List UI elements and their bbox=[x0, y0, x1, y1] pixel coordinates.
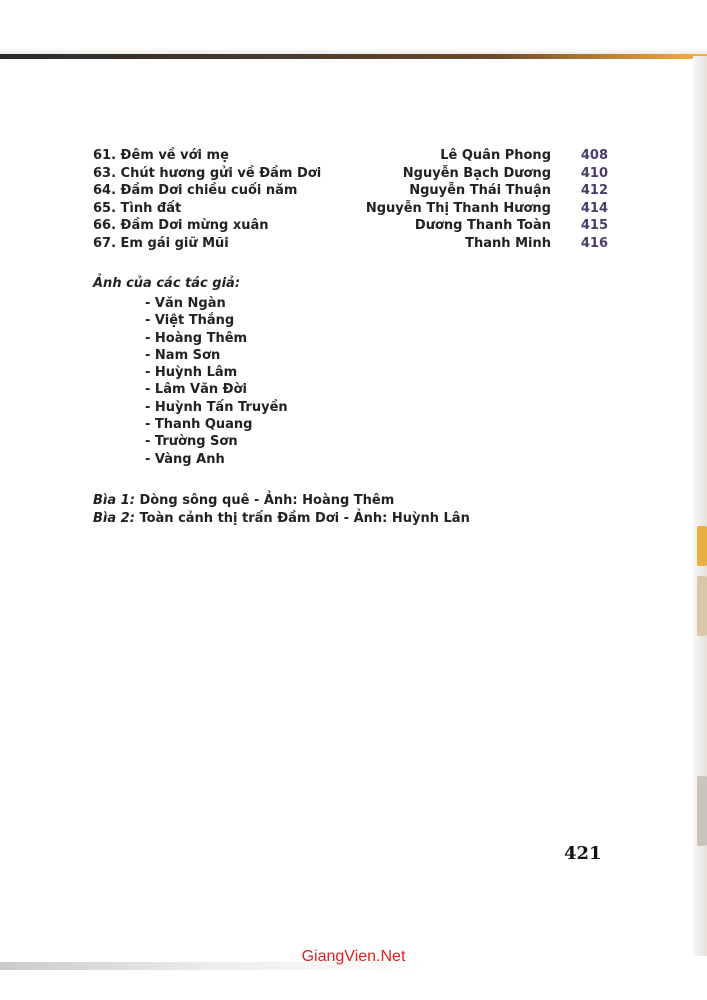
photo-author: - Huỳnh Tấn Truyền bbox=[145, 399, 288, 415]
edge-color-mark bbox=[697, 526, 707, 566]
page-top-margin bbox=[0, 0, 707, 56]
toc-title: 66. Đầm Dơi mừng xuân bbox=[93, 218, 269, 233]
toc-row bbox=[93, 200, 608, 218]
toc-author: Dương Thanh Toàn bbox=[414, 218, 551, 233]
toc-page-number: 416 bbox=[580, 235, 608, 251]
toc-title: 67. Em gái giữ Mũi bbox=[93, 235, 229, 251]
photo-author: - Việt Thắng bbox=[145, 313, 235, 329]
cover-credit-row bbox=[93, 492, 470, 510]
toc-author: Nguyễn Bạch Dương bbox=[402, 165, 551, 181]
cover-label: Bìa 1: bbox=[93, 493, 135, 508]
toc-page-number: 415 bbox=[580, 218, 608, 233]
book-right-edge bbox=[693, 56, 707, 956]
photo-author: - Hoàng Thêm bbox=[145, 330, 248, 346]
photo-credits-heading: Ảnh của các tác giả: bbox=[93, 276, 241, 291]
toc-author: Lê Quân Phong bbox=[440, 148, 551, 163]
toc-title: 63. Chút hương gửi về Đầm Dơi bbox=[93, 165, 322, 181]
photo-author: - Thanh Quang bbox=[145, 417, 253, 433]
toc-title: 65. Tình đất bbox=[93, 200, 182, 216]
cover-label: Bìa 2: bbox=[93, 510, 135, 526]
book-top-edge bbox=[0, 54, 707, 59]
toc-author: Thanh Minh bbox=[465, 235, 551, 251]
toc-row bbox=[93, 165, 608, 183]
toc-title: 61. Đêm về với mẹ bbox=[93, 148, 229, 163]
toc-author: Nguyễn Thị Thanh Hương bbox=[365, 200, 551, 216]
cover-description: Dòng sông quê - Ảnh: Hoàng Thêm bbox=[134, 493, 395, 508]
toc-page-number: 414 bbox=[580, 200, 608, 216]
table-of-contents bbox=[93, 147, 608, 252]
cover-credits bbox=[93, 492, 470, 527]
toc-row bbox=[93, 235, 608, 253]
edge-color-mark bbox=[697, 576, 707, 636]
photo-author: - Nam Sơn bbox=[145, 347, 221, 363]
photo-author: - Lâm Văn Đời bbox=[145, 382, 247, 398]
page-number: 421 bbox=[564, 843, 602, 864]
toc-title: 64. Đầm Dơi chiều cuối năm bbox=[93, 183, 298, 198]
toc-page-number: 412 bbox=[580, 183, 608, 198]
cover-credit-row bbox=[93, 510, 470, 528]
toc-row bbox=[93, 182, 608, 200]
toc-row bbox=[93, 217, 608, 235]
photo-author: - Văn Ngàn bbox=[145, 296, 226, 311]
watermark-text: GiangVien.Net bbox=[301, 948, 406, 965]
photo-author: - Trường Sơn bbox=[145, 434, 238, 450]
toc-author: Nguyễn Thái Thuận bbox=[409, 183, 551, 198]
photo-credits-list bbox=[145, 295, 288, 468]
cover-description: Toàn cảnh thị trấn Đầm Dơi - Ảnh: Huỳnh Lân bbox=[134, 510, 470, 526]
toc-page-number: 408 bbox=[580, 148, 608, 163]
edge-color-mark bbox=[697, 776, 707, 846]
photo-author: - Vàng Anh bbox=[145, 451, 225, 467]
photo-author: - Huỳnh Lâm bbox=[145, 365, 238, 381]
toc-page-number: 410 bbox=[580, 165, 608, 181]
toc-row bbox=[93, 147, 608, 165]
